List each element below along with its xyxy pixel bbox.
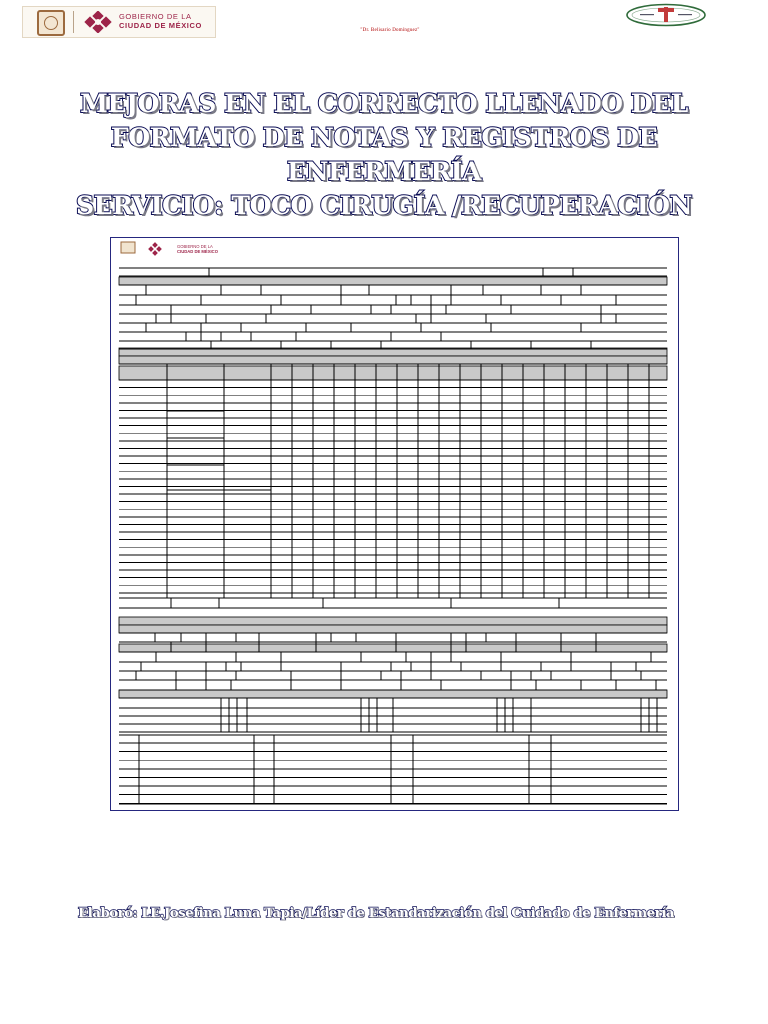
logo-divider xyxy=(73,11,74,33)
form-section-band xyxy=(119,644,667,652)
form-section-band xyxy=(119,690,667,698)
title-line-3: ENFERMERÍA xyxy=(286,157,482,186)
gov-name-line1: GOBIERNO DE LA xyxy=(119,12,192,21)
hospital-motto: "Dr. Belisario Domínguez" xyxy=(360,28,420,33)
author-credit: Elaboró: LE.Josefina Luna Tapia/Líder de Estandarización del Cuidado de Enfermería xyxy=(78,906,674,921)
title-line-4: SERVICIO: TOCO CIRUGÍA /RECUPERACIÓN xyxy=(76,191,692,220)
government-logo-block xyxy=(22,6,216,38)
form-section-band xyxy=(119,356,667,364)
nursing-form-preview xyxy=(110,237,679,811)
title-line-1: MEJORAS EN EL CORRECTO LLENADO DEL xyxy=(80,89,688,118)
coat-of-arms-icon xyxy=(37,10,65,36)
cdmx-emblem-icon xyxy=(81,11,115,33)
gov-name-line2: CIUDAD DE MÉXICO xyxy=(119,20,202,30)
hospital-logo-icon xyxy=(625,3,707,27)
form-gov-line1: GOBIERNO DE LA xyxy=(177,244,213,249)
form-section-band xyxy=(119,277,667,285)
form-section-band xyxy=(119,625,667,633)
title-line-2: FORMATO DE NOTAS Y REGISTROS DE xyxy=(110,123,658,152)
hours-header-band xyxy=(119,366,667,380)
form-gov-line2: CIUDAD DE MÉXICO xyxy=(177,249,218,254)
form-header-logos xyxy=(121,242,219,256)
form-section-band xyxy=(119,617,667,625)
page-title xyxy=(30,87,738,223)
government-name xyxy=(119,13,219,30)
form-grid xyxy=(111,238,678,810)
